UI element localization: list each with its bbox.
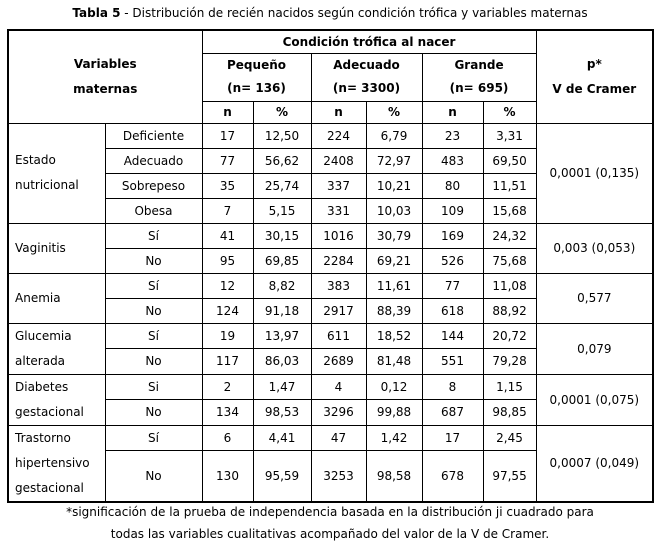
table-row: [8, 374, 653, 400]
group-n: (n= 695): [449, 81, 509, 95]
value-cell: 3,31: [483, 123, 536, 148]
group-name: Grande: [454, 58, 504, 72]
value-cell: 2689: [311, 349, 366, 375]
variable-cell-estado-nutricional: [8, 123, 105, 223]
variable-label-line: alterada: [15, 353, 66, 368]
value-cell: 6,79: [366, 123, 422, 148]
value-cell: 77: [422, 273, 483, 298]
pct-col-header: %: [483, 101, 536, 123]
value-cell: 97,55: [483, 451, 536, 502]
row-label-cell: No: [105, 400, 202, 426]
value-cell: 20,72: [483, 323, 536, 349]
value-cell: 95: [202, 248, 253, 273]
value-cell: 117: [202, 349, 253, 375]
pct-col-header: %: [366, 101, 422, 123]
row-label-cell: Obesa: [105, 198, 202, 223]
value-cell: 81,48: [366, 349, 422, 375]
value-cell: 17: [202, 123, 253, 148]
row-label-cell: Sí: [105, 323, 202, 349]
variable-cell-trastorno-hipertensivo: [8, 425, 105, 502]
value-cell: 98,53: [253, 400, 311, 426]
value-cell: 611: [311, 323, 366, 349]
n-col-header: n: [422, 101, 483, 123]
variable-cell-diabetes-gestacional: [8, 374, 105, 425]
value-cell: 13,97: [253, 323, 311, 349]
value-cell: 109: [422, 198, 483, 223]
value-cell: 17: [422, 425, 483, 451]
variable-label-line: Glucemia: [15, 328, 72, 343]
group-header-grande: [422, 53, 536, 101]
value-cell: 77: [202, 148, 253, 173]
value-cell: 2,45: [483, 425, 536, 451]
variable-label-line: Vaginitis: [15, 240, 66, 255]
table-row: [8, 273, 653, 298]
variables-maternas-header: [8, 30, 202, 123]
value-cell: 25,74: [253, 173, 311, 198]
value-cell: 35: [202, 173, 253, 198]
value-cell: 69,21: [366, 248, 422, 273]
value-cell: 80: [422, 173, 483, 198]
variable-label-line: Diabetes: [15, 379, 69, 394]
value-cell: 4: [311, 374, 366, 400]
value-cell: 551: [422, 349, 483, 375]
condicion-trofica-header: Condición trófica al nacer: [202, 30, 536, 53]
p-value-cell: 0,577: [536, 273, 653, 323]
value-cell: 483: [422, 148, 483, 173]
row-label-cell: Deficiente: [105, 123, 202, 148]
value-cell: 2284: [311, 248, 366, 273]
value-cell: 11,51: [483, 173, 536, 198]
variables-header-line1: Variables: [73, 56, 137, 71]
variable-label-line: Anemia: [15, 290, 61, 305]
variable-cell-glucemia-alterada: [8, 323, 105, 374]
data-table: [7, 29, 654, 503]
value-cell: 687: [422, 400, 483, 426]
variable-cell-vaginitis: [8, 223, 105, 273]
value-cell: 88,39: [366, 298, 422, 323]
value-cell: 91,18: [253, 298, 311, 323]
table-title-number: Tabla 5: [72, 6, 121, 20]
value-cell: 5,15: [253, 198, 311, 223]
value-cell: 169: [422, 223, 483, 248]
value-cell: 98,85: [483, 400, 536, 426]
value-cell: 99,88: [366, 400, 422, 426]
value-cell: 678: [422, 451, 483, 502]
footnote-line1: *significación de la prueba de independencia basada en la distribución ji cuadrado para: [66, 505, 594, 519]
value-cell: 75,68: [483, 248, 536, 273]
row-label-cell: Sobrepeso: [105, 173, 202, 198]
value-cell: 98,58: [366, 451, 422, 502]
value-cell: 8,82: [253, 273, 311, 298]
group-header-pequeno: [202, 53, 311, 101]
value-cell: 11,08: [483, 273, 536, 298]
table-footnote: [0, 501, 660, 545]
header-row-1: [8, 30, 653, 53]
group-n: (n= 136): [227, 81, 286, 95]
value-cell: 11,61: [366, 273, 422, 298]
variables-header-line2: maternas: [73, 81, 138, 96]
variable-label-line: gestacional: [15, 480, 84, 495]
n-col-header: n: [202, 101, 253, 123]
value-cell: 12: [202, 273, 253, 298]
value-cell: 72,97: [366, 148, 422, 173]
value-cell: 1,42: [366, 425, 422, 451]
p-header-line1: p*: [586, 56, 602, 71]
value-cell: 10,03: [366, 198, 422, 223]
p-value-cell: 0,003 (0,053): [536, 223, 653, 273]
value-cell: 10,21: [366, 173, 422, 198]
table-title: [0, 5, 660, 21]
row-label-cell: No: [105, 298, 202, 323]
value-cell: 69,85: [253, 248, 311, 273]
row-label-cell: Adecuado: [105, 148, 202, 173]
value-cell: 2408: [311, 148, 366, 173]
row-label-cell: Sí: [105, 273, 202, 298]
value-cell: 95,59: [253, 451, 311, 502]
row-label-cell: Si: [105, 374, 202, 400]
table-title-text: - Distribución de recién nacidos según condición trófica y variables maternas: [120, 6, 588, 20]
value-cell: 526: [422, 248, 483, 273]
variable-label-line: gestacional: [15, 404, 84, 419]
value-cell: 18,52: [366, 323, 422, 349]
value-cell: 2917: [311, 298, 366, 323]
value-cell: 47: [311, 425, 366, 451]
table-row: [8, 123, 653, 148]
p-header-line2: V de Cramer: [552, 81, 637, 96]
value-cell: 79,28: [483, 349, 536, 375]
value-cell: 88,92: [483, 298, 536, 323]
pct-col-header: %: [253, 101, 311, 123]
value-cell: 3296: [311, 400, 366, 426]
value-cell: 144: [422, 323, 483, 349]
value-cell: 23: [422, 123, 483, 148]
group-name: Pequeño: [227, 58, 286, 72]
value-cell: 41: [202, 223, 253, 248]
value-cell: 224: [311, 123, 366, 148]
value-cell: 6: [202, 425, 253, 451]
value-cell: 337: [311, 173, 366, 198]
value-cell: 134: [202, 400, 253, 426]
value-cell: 7: [202, 198, 253, 223]
row-label-cell: Sí: [105, 223, 202, 248]
value-cell: 331: [311, 198, 366, 223]
p-value-cell: 0,0001 (0,075): [536, 374, 653, 425]
footnote-line2: todas las variables cualitativas acompañado del valor de la V de Cramer.: [110, 527, 550, 541]
row-label-cell: No: [105, 451, 202, 502]
p-value-cell: 0,0007 (0,049): [536, 425, 653, 502]
group-name: Adecuado: [333, 58, 400, 72]
value-cell: 130: [202, 451, 253, 502]
value-cell: 3253: [311, 451, 366, 502]
value-cell: 8: [422, 374, 483, 400]
p-value-cell: 0,079: [536, 323, 653, 374]
variable-label-line: Estado: [15, 153, 56, 167]
p-value-cell: 0,0001 (0,135): [536, 123, 653, 223]
value-cell: 1016: [311, 223, 366, 248]
variable-label-line: Trastorno: [15, 430, 71, 445]
value-cell: 56,62: [253, 148, 311, 173]
value-cell: 618: [422, 298, 483, 323]
value-cell: 30,79: [366, 223, 422, 248]
value-cell: 1,47: [253, 374, 311, 400]
table-row: [8, 223, 653, 248]
table-row: [8, 323, 653, 349]
value-cell: 1,15: [483, 374, 536, 400]
p-cramer-header: [536, 30, 653, 123]
value-cell: 19: [202, 323, 253, 349]
value-cell: 69,50: [483, 148, 536, 173]
value-cell: 0,12: [366, 374, 422, 400]
row-label-cell: No: [105, 248, 202, 273]
variable-cell-anemia: [8, 273, 105, 323]
table-row: [8, 425, 653, 451]
value-cell: 30,15: [253, 223, 311, 248]
value-cell: 15,68: [483, 198, 536, 223]
value-cell: 12,50: [253, 123, 311, 148]
value-cell: 24,32: [483, 223, 536, 248]
n-col-header: n: [311, 101, 366, 123]
value-cell: 4,41: [253, 425, 311, 451]
variable-label-line: hipertensivo: [15, 455, 90, 470]
group-header-adecuado: [311, 53, 422, 101]
value-cell: 124: [202, 298, 253, 323]
variable-label-line: nutricional: [15, 178, 79, 192]
value-cell: 86,03: [253, 349, 311, 375]
row-label-cell: No: [105, 349, 202, 375]
group-n: (n= 3300): [332, 81, 401, 95]
value-cell: 383: [311, 273, 366, 298]
value-cell: 2: [202, 374, 253, 400]
row-label-cell: Sí: [105, 425, 202, 451]
